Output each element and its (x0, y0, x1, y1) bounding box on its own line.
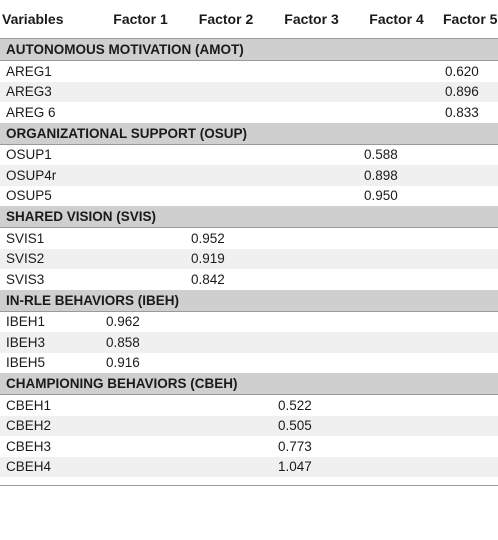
variable-cell: CBEH1 (6, 397, 52, 413)
loading-cell-factor-4: 0.950 (364, 188, 398, 204)
table-row (0, 395, 498, 416)
header-factor-3: Factor 3 (284, 11, 339, 27)
table-row (0, 186, 498, 207)
loading-cell-factor-1: 0.962 (106, 314, 140, 330)
loading-cell-factor-4: 0.898 (364, 167, 398, 183)
loading-cell-factor-3: 0.773 (278, 438, 312, 454)
loading-cell-factor-3: 0.505 (278, 418, 312, 434)
variable-cell: CBEH4 (6, 459, 52, 475)
variable-cell: SVIS3 (6, 271, 45, 287)
section-header: SHARED VISION (SVIS) (0, 206, 498, 227)
table-row (0, 332, 498, 353)
loading-cell-factor-2: 0.842 (191, 271, 225, 287)
table-row (0, 249, 498, 270)
table-header-row (0, 0, 498, 38)
table-row (0, 269, 498, 290)
variable-cell: AREG 6 (6, 104, 56, 120)
table-row (0, 228, 498, 249)
loading-cell-factor-2: 0.919 (191, 251, 225, 267)
header-factor-1: Factor 1 (113, 11, 168, 27)
table-row (0, 457, 498, 478)
variable-cell: OSUP1 (6, 147, 52, 163)
loading-cell-factor-5: 0.620 (445, 63, 479, 79)
table-row (0, 61, 498, 82)
table-row (0, 145, 498, 166)
variable-cell: AREG3 (6, 84, 52, 100)
table-body (0, 39, 498, 477)
table-row (0, 82, 498, 103)
section-header: AUTONOMOUS MOTIVATION (AMOT) (0, 39, 498, 60)
header-factor-4: Factor 4 (369, 11, 424, 27)
variable-cell: IBEH3 (6, 334, 46, 350)
table-row (0, 102, 498, 123)
loading-cell-factor-3: 0.522 (278, 397, 312, 413)
variable-cell: IBEH5 (6, 355, 46, 371)
loading-cell-factor-1: 0.916 (106, 355, 140, 371)
loading-cell-factor-5: 0.833 (445, 104, 479, 120)
header-factor-2: Factor 2 (198, 11, 254, 27)
variable-cell: CBEH3 (6, 438, 52, 454)
header-variables: Variables (2, 11, 64, 27)
table-row (0, 436, 498, 457)
header-factor-5: Factor 5 (443, 11, 498, 27)
table-row (0, 416, 498, 437)
section-header: ORGANIZATIONAL SUPPORT (OSUP) (0, 123, 498, 144)
loading-cell-factor-3: 1.047 (278, 459, 312, 475)
loading-cell-factor-2: 0.952 (191, 230, 225, 246)
table-row (0, 165, 498, 186)
loading-cell-factor-1: 0.858 (106, 334, 140, 350)
loading-cell-factor-5: 0.896 (445, 84, 479, 100)
variable-cell: OSUP4r (6, 167, 57, 183)
table-row (0, 312, 498, 333)
section-header: IN-RLE BEHAVIORS (IBEH) (0, 290, 498, 311)
section-header: CHAMPIONING BEHAVIORS (CBEH) (0, 373, 498, 394)
table-row (0, 353, 498, 374)
variable-cell: IBEH1 (6, 314, 46, 330)
variable-cell: OSUP5 (6, 188, 52, 204)
variable-cell: SVIS2 (6, 251, 45, 267)
variable-cell: CBEH2 (6, 418, 52, 434)
variable-cell: AREG1 (6, 63, 52, 79)
loading-cell-factor-4: 0.588 (364, 147, 398, 163)
variable-cell: SVIS1 (6, 230, 45, 246)
bottom-rule (0, 485, 498, 486)
